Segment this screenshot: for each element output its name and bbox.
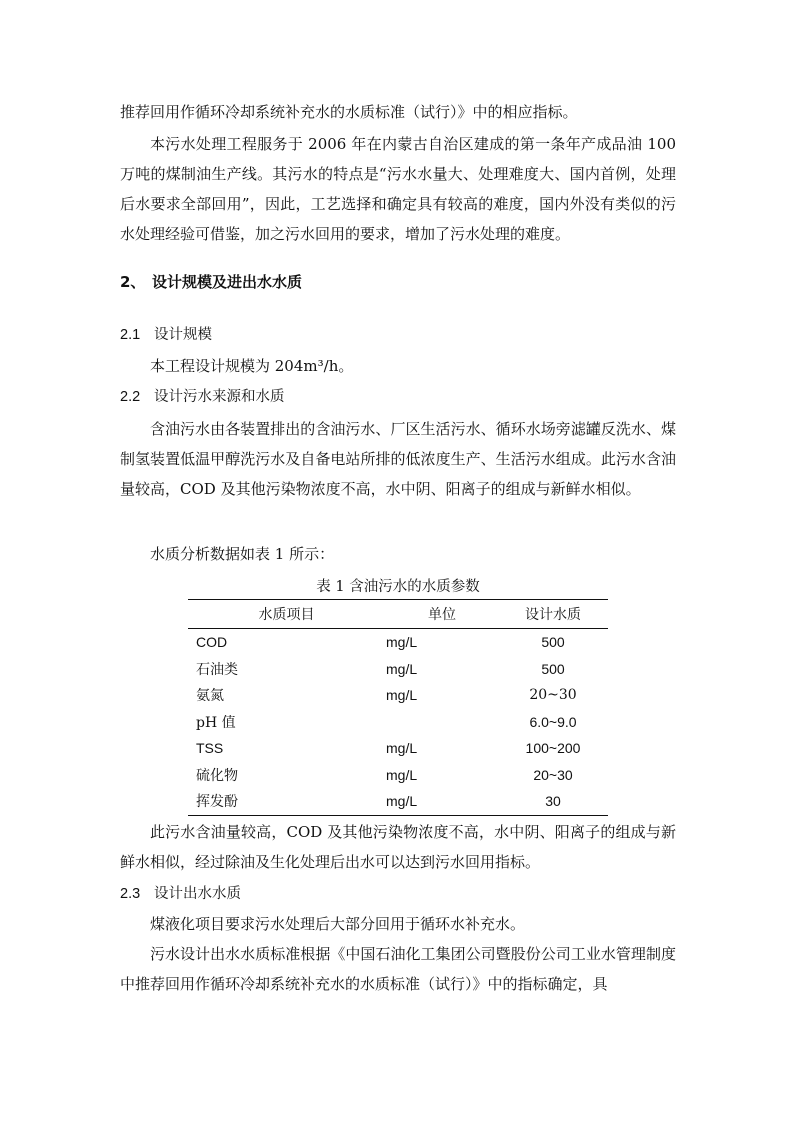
cell-value: 500 (541, 634, 565, 651)
cell-unit: mg/L (386, 660, 418, 677)
paragraph-continuation: 推荐回用作循环冷却系统补充水的水质标准（试行）》中的相应指标。 (120, 103, 578, 121)
section-2-2-title: 设计污水来源和水质 (154, 389, 285, 405)
header-design-quality: 设计水质 (498, 600, 608, 629)
cell-item: pH 值 (196, 714, 236, 731)
cell-unit: mg/L (386, 634, 418, 651)
section-2-1-title: 设计规模 (154, 327, 212, 343)
table-row (188, 682, 608, 709)
cell-item: 硫化物 (196, 767, 238, 784)
cell-value: 30 (498, 788, 608, 815)
table-row (188, 656, 608, 683)
section-2-3-body-2: 污水设计出水水质标准根据《中国石油化工集团公司暨股份公司工业水管理制度中推荐回用作循环冷却系统补充水的水质标准（试行）》中的指标确定，具 (120, 945, 676, 993)
table-caption: 表 1 含油污水的水质参数 (316, 579, 480, 595)
table-row (188, 735, 608, 762)
cell-unit: mg/L (386, 766, 418, 783)
section-2-heading (120, 270, 302, 294)
cell-item: 挥发酚 (188, 788, 386, 815)
section-2-2-heading (120, 384, 285, 410)
cell-value: 20~30 (533, 766, 573, 783)
section-2-2-body: 含油污水由各装置排出的含油污水、厂区生活污水、循环水场旁滤罐反洗水、煤制氢装置低温甲醇洗污水及自备电站所排的低浓度生产、生活污水组成。此污水含油量较高，COD 及其他污染物浓度不高，水中阴、阳离子的组成与新鲜水相似。 (120, 420, 676, 498)
cell-item: COD (196, 634, 228, 651)
table-row (188, 788, 608, 815)
cell-value: 100~200 (525, 740, 581, 757)
section-2-3-title: 设计出水水质 (154, 886, 241, 902)
section-2-3-number: 2.3 (120, 886, 141, 902)
cell-value: 20~30 (529, 687, 577, 704)
table-intro: 水质分析数据如表 1 所示： (150, 545, 335, 563)
section-2-1-number: 2.1 (120, 327, 141, 343)
table-header-row (188, 600, 608, 629)
table-row (188, 629, 608, 656)
section-2-3-body-1: 煤液化项目要求污水处理后大部分回用于循环水补充水。 (150, 915, 526, 933)
cell-value: 500 (541, 660, 565, 677)
cell-item: TSS (196, 740, 224, 757)
cell-unit: mg/L (386, 788, 498, 815)
section-2-number: 2、 (120, 273, 146, 291)
section-2-1-body: 本工程设计规模为 204m³/h。 (150, 357, 354, 375)
cell-unit: mg/L (386, 687, 418, 704)
section-2-1-heading (120, 322, 212, 348)
table-row (188, 762, 608, 789)
section-2-title: 设计规模及进出水水质 (152, 273, 303, 291)
cell-item: 氨氮 (196, 688, 224, 705)
water-quality-table (188, 599, 608, 816)
paragraph-project-overview: 本污水处理工程服务于 2006 年在内蒙古自治区建成的第一条年产成品油 100 万吨的煤制油生产线。其污水的特点是“污水水量大、处理难度大、国内首例，处理后水要求全部回用”，因此，工艺选择和确定具有较高的难度，国内外没有类似的污水处理经验可借鉴，加之污水回用的要求，增加了污水处理的难度。 (120, 135, 676, 243)
section-2-2-number: 2.2 (120, 389, 141, 405)
after-table-paragraph: 此污水含油量较高，COD 及其他污染物浓度不高，水中阴、阳离子的组成与新鲜水相似，经过除油及生化处理后出水可以达到污水回用指标。 (120, 823, 676, 871)
cell-item: 石油类 (196, 661, 238, 678)
header-item: 水质项目 (188, 600, 386, 629)
section-2-3-heading (120, 881, 241, 907)
header-unit: 单位 (386, 600, 498, 629)
table-row (188, 709, 608, 736)
cell-unit: mg/L (386, 740, 418, 757)
cell-value: 6.0~9.0 (529, 713, 577, 730)
cell-unit (386, 709, 498, 736)
